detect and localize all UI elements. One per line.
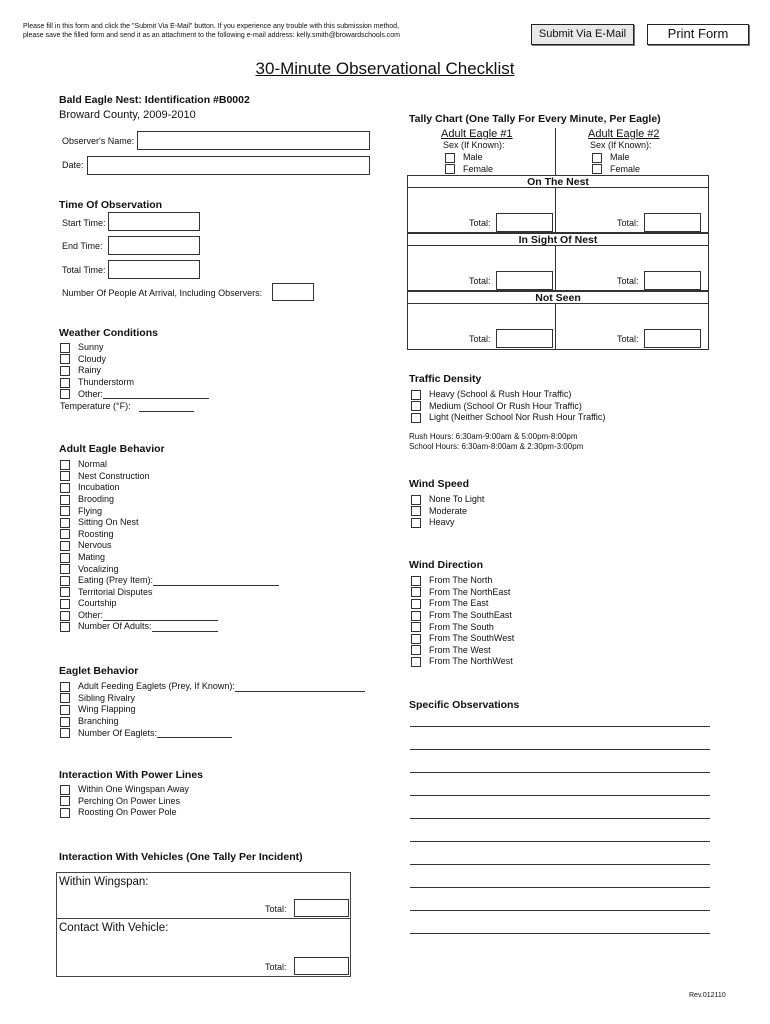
page-title: 30-Minute Observational Checklist — [255, 59, 515, 78]
checkbox[interactable] — [60, 471, 70, 481]
checkbox[interactable] — [60, 343, 70, 353]
contact-vehicle-label: Contact With Vehicle: — [59, 922, 169, 934]
checkbox[interactable] — [592, 153, 602, 163]
eagle-2-label: Adult Eagle #2 — [588, 128, 660, 140]
eagle-2-sex-options — [592, 152, 692, 175]
checkbox[interactable] — [592, 164, 602, 174]
wind-dir-southeast[interactable]: From The SouthEast — [411, 610, 611, 622]
checkbox[interactable] — [411, 587, 421, 597]
tally-total-label: Total: — [617, 218, 639, 228]
adult-option-brooding[interactable]: Brooding — [60, 494, 360, 506]
adult-option-courtship[interactable]: Courtship — [60, 598, 360, 610]
tally-row-not-seen: Not Seen — [407, 291, 709, 303]
total-time-label: Total Time: — [62, 265, 106, 275]
date-field[interactable] — [87, 156, 370, 175]
end-time-field[interactable] — [108, 236, 200, 255]
power-option-roosting[interactable]: Roosting On Power Pole — [60, 807, 300, 819]
wind-dir-northeast[interactable]: From The NorthEast — [411, 587, 611, 599]
specific-observations-heading: Specific Observations — [409, 699, 520, 711]
weather-option-thunderstorm[interactable]: Thunderstorm — [60, 377, 300, 389]
checkbox[interactable] — [445, 153, 455, 163]
tally-row-on-nest: On The Nest — [407, 175, 709, 187]
adult-option-territorial[interactable]: Territorial Disputes — [60, 587, 360, 599]
checkbox[interactable] — [60, 785, 70, 795]
intro-line-1: Please fill in this form and click the "Submit Via E-Mail" button. If you experience any trouble with this submission method, — [23, 23, 400, 30]
start-time-label: Start Time: — [62, 218, 106, 228]
observation-line[interactable] — [410, 864, 710, 865]
county-line: Broward County, 2009-2010 — [59, 109, 196, 121]
checkbox[interactable] — [60, 529, 70, 539]
temperature-label: Temperature (°F): — [60, 401, 131, 411]
checkbox[interactable] — [411, 413, 421, 423]
tally-total-e1-on-nest[interactable] — [496, 213, 553, 232]
checkbox[interactable] — [60, 622, 70, 632]
eagle-2-male[interactable]: Male — [592, 152, 692, 164]
eaglet-behavior-options — [60, 681, 380, 739]
checkbox[interactable] — [411, 634, 421, 644]
within-total-label: Total: — [265, 904, 287, 914]
adult-option-nest-construction[interactable]: Nest Construction — [60, 471, 360, 483]
observer-label: Observer's Name: — [62, 136, 135, 146]
wind-dir-east[interactable]: From The East — [411, 598, 611, 610]
adult-option-incubation[interactable]: Incubation — [60, 482, 360, 494]
tally-divider-top — [555, 128, 556, 175]
observation-line[interactable] — [410, 841, 710, 842]
power-option-wingspan[interactable]: Within One Wingspan Away — [60, 784, 300, 796]
adult-option-nervous[interactable]: Nervous — [60, 540, 360, 552]
wind-speed-options — [411, 494, 611, 529]
checkbox[interactable] — [60, 587, 70, 597]
checkbox[interactable] — [60, 808, 70, 818]
checkbox[interactable] — [60, 483, 70, 493]
prey-item-field[interactable] — [153, 576, 279, 586]
checkbox[interactable] — [411, 506, 421, 516]
checkbox[interactable] — [411, 495, 421, 505]
observation-line[interactable] — [410, 887, 710, 888]
tally-row-in-sight: In Sight Of Nest — [407, 233, 709, 245]
adult-option-eating[interactable]: Eating (Prey Item): — [60, 575, 360, 587]
checkbox[interactable] — [60, 378, 70, 388]
wind-direction-heading: Wind Direction — [409, 559, 483, 571]
tally-chart — [407, 175, 709, 350]
tally-total-label: Total: — [617, 334, 639, 344]
tally-total-e2-not-seen[interactable] — [644, 329, 701, 348]
traffic-option-heavy[interactable]: Heavy (School & Rush Hour Traffic) — [411, 389, 711, 401]
total-time-field[interactable] — [108, 260, 200, 279]
eaglet-prey-field[interactable] — [235, 682, 365, 692]
checkbox[interactable] — [60, 728, 70, 738]
eagle-2-sex-label: Sex (If Known): — [590, 140, 652, 150]
eaglet-option-branching[interactable]: Branching — [60, 716, 380, 728]
wind-dir-north[interactable]: From The North — [411, 575, 611, 587]
contact-total-label: Total: — [265, 962, 287, 972]
eagle-1-label: Adult Eagle #1 — [441, 128, 513, 140]
tally-total-label: Total: — [469, 276, 491, 286]
eaglet-behavior-heading: Eaglet Behavior — [59, 665, 139, 677]
wind-dir-northwest[interactable]: From The NorthWest — [411, 656, 611, 668]
tally-total-e1-in-sight[interactable] — [496, 271, 553, 290]
observation-line[interactable] — [410, 749, 710, 750]
eagle-2-female[interactable]: Female — [592, 164, 692, 176]
adult-count-field[interactable] — [152, 622, 218, 632]
checkbox[interactable] — [411, 599, 421, 609]
adult-behavior-heading: Adult Eagle Behavior — [59, 443, 165, 455]
rush-hours-note: Rush Hours: 6:30am-9:00am & 5:00pm-8:00pm — [409, 432, 578, 441]
checkbox[interactable] — [60, 389, 70, 399]
weather-option-rainy[interactable]: Rainy — [60, 365, 300, 377]
observation-line[interactable] — [410, 933, 710, 934]
eaglet-option-feeding[interactable]: Adult Feeding Eaglets (Prey, If Known): — [60, 681, 380, 693]
wind-dir-southwest[interactable]: From The SouthWest — [411, 633, 611, 645]
checkbox[interactable] — [60, 611, 70, 621]
checkbox[interactable] — [411, 611, 421, 621]
school-hours-note: School Hours: 6:30am-8:00am & 2:30pm-3:00pm — [409, 442, 584, 451]
observer-name-field[interactable] — [137, 131, 370, 150]
checkbox[interactable] — [60, 541, 70, 551]
tally-total-e2-in-sight[interactable] — [644, 271, 701, 290]
checkbox[interactable] — [60, 495, 70, 505]
wind-dir-west[interactable]: From The West — [411, 645, 611, 657]
end-time-label: End Time: — [62, 241, 103, 251]
adult-option-roosting[interactable]: Roosting — [60, 529, 360, 541]
checkbox[interactable] — [60, 705, 70, 715]
checkbox[interactable] — [60, 796, 70, 806]
checkbox[interactable] — [445, 164, 455, 174]
observation-line[interactable] — [410, 726, 710, 727]
wind-dir-south[interactable]: From The South — [411, 621, 611, 633]
checkbox[interactable] — [411, 622, 421, 632]
specific-observations-lines[interactable] — [410, 726, 710, 934]
submit-email-button[interactable]: Submit Via E-Mail — [531, 24, 634, 45]
wind-speed-option-none[interactable]: None To Light — [411, 494, 611, 506]
checkbox[interactable] — [60, 693, 70, 703]
eagle-1-sex-options — [445, 152, 545, 175]
traffic-options — [411, 389, 711, 424]
observation-line[interactable] — [410, 795, 710, 796]
eagle-1-female[interactable]: Female — [445, 164, 545, 176]
tally-total-e1-not-seen[interactable] — [496, 329, 553, 348]
eaglet-option-wing-flapping[interactable]: Wing Flapping — [60, 704, 380, 716]
power-option-perching[interactable]: Perching On Power Lines — [60, 796, 300, 808]
checkbox[interactable] — [60, 553, 70, 563]
power-lines-options — [60, 784, 300, 819]
checkbox[interactable] — [60, 717, 70, 727]
eagle-1-sex-label: Sex (If Known): — [443, 140, 505, 150]
wind-speed-heading: Wind Speed — [409, 478, 469, 490]
adult-option-number[interactable]: Number Of Adults: — [60, 621, 360, 633]
temperature-field[interactable] — [139, 402, 194, 412]
checkbox[interactable] — [411, 401, 421, 411]
tally-total-label: Total: — [469, 334, 491, 344]
weather-option-other[interactable]: Other: — [60, 388, 300, 400]
checkbox[interactable] — [60, 576, 70, 586]
weather-other-field[interactable] — [103, 389, 209, 399]
weather-option-sunny[interactable]: Sunny — [60, 342, 300, 354]
contact-vehicle-box — [56, 918, 351, 977]
adult-other-field[interactable] — [103, 611, 218, 621]
eagle-1-male[interactable]: Male — [445, 152, 545, 164]
checkbox[interactable] — [411, 657, 421, 667]
checkbox[interactable] — [60, 682, 70, 692]
tally-total-label: Total: — [617, 276, 639, 286]
date-label: Date: — [62, 160, 84, 170]
intro-text — [23, 22, 443, 40]
traffic-option-medium[interactable]: Medium (School Or Rush Hour Traffic) — [411, 401, 711, 413]
checkbox[interactable] — [60, 354, 70, 364]
adult-option-mating[interactable]: Mating — [60, 552, 360, 564]
within-total-field[interactable] — [294, 899, 349, 917]
tally-total-e2-on-nest[interactable] — [644, 213, 701, 232]
revision-label: Rev.012110 — [689, 992, 726, 999]
people-count-field[interactable] — [272, 283, 314, 301]
eaglet-option-sibling-rivalry[interactable]: Sibling Rivalry — [60, 693, 380, 705]
weather-option-cloudy[interactable]: Cloudy — [60, 354, 300, 366]
wind-speed-option-heavy[interactable]: Heavy — [411, 517, 611, 529]
adult-behavior-options — [60, 459, 360, 633]
traffic-option-light[interactable]: Light (Neither School Nor Rush Hour Traffic) — [411, 412, 711, 424]
observation-line[interactable] — [410, 818, 710, 819]
checkbox[interactable] — [60, 518, 70, 528]
checkbox[interactable] — [411, 645, 421, 655]
weather-options — [60, 342, 300, 400]
traffic-heading: Traffic Density — [409, 373, 482, 385]
observation-line[interactable] — [410, 772, 710, 773]
weather-heading: Weather Conditions — [59, 327, 158, 339]
adult-option-vocalizing[interactable]: Vocalizing — [60, 563, 360, 575]
people-label: Number Of People At Arrival, Including Observers: — [62, 288, 263, 298]
checkbox[interactable] — [411, 576, 421, 586]
power-lines-heading: Interaction With Power Lines — [59, 769, 204, 781]
within-wingspan-box — [56, 872, 351, 919]
time-heading: Time Of Observation — [59, 199, 163, 211]
intro-line-2: please save the filled form and send it as an attachment to the following e-mail address: kelly.smith@browardschools.com — [23, 32, 400, 40]
adult-option-normal[interactable]: Normal — [60, 459, 360, 471]
nest-id-heading: Bald Eagle Nest: Identification #B0002 — [59, 94, 250, 106]
adult-option-sitting-on-nest[interactable]: Sitting On Nest — [60, 517, 360, 529]
tally-heading: Tally Chart (One Tally For Every Minute, Per Eagle) — [409, 113, 661, 125]
observation-line[interactable] — [410, 910, 710, 911]
wind-speed-option-moderate[interactable]: Moderate — [411, 506, 611, 518]
contact-total-field[interactable] — [294, 957, 349, 975]
vehicles-heading: Interaction With Vehicles (One Tally Per Incident) — [59, 851, 303, 863]
checkbox[interactable] — [60, 564, 70, 574]
checkbox[interactable] — [60, 506, 70, 516]
within-wingspan-label: Within Wingspan: — [59, 876, 149, 888]
checkbox[interactable] — [411, 518, 421, 528]
wind-direction-options — [411, 575, 611, 668]
checkbox[interactable] — [60, 599, 70, 609]
checkbox[interactable] — [60, 460, 70, 470]
start-time-field[interactable] — [108, 212, 200, 231]
eaglet-count-field[interactable] — [157, 728, 232, 738]
adult-option-other[interactable]: Other: — [60, 610, 360, 622]
checkbox[interactable] — [411, 390, 421, 400]
checkbox[interactable] — [60, 366, 70, 376]
adult-option-flying[interactable]: Flying — [60, 505, 360, 517]
eaglet-option-number[interactable]: Number Of Eaglets: — [60, 727, 380, 739]
print-form-button[interactable]: Print Form — [647, 24, 749, 45]
tally-total-label: Total: — [469, 218, 491, 228]
